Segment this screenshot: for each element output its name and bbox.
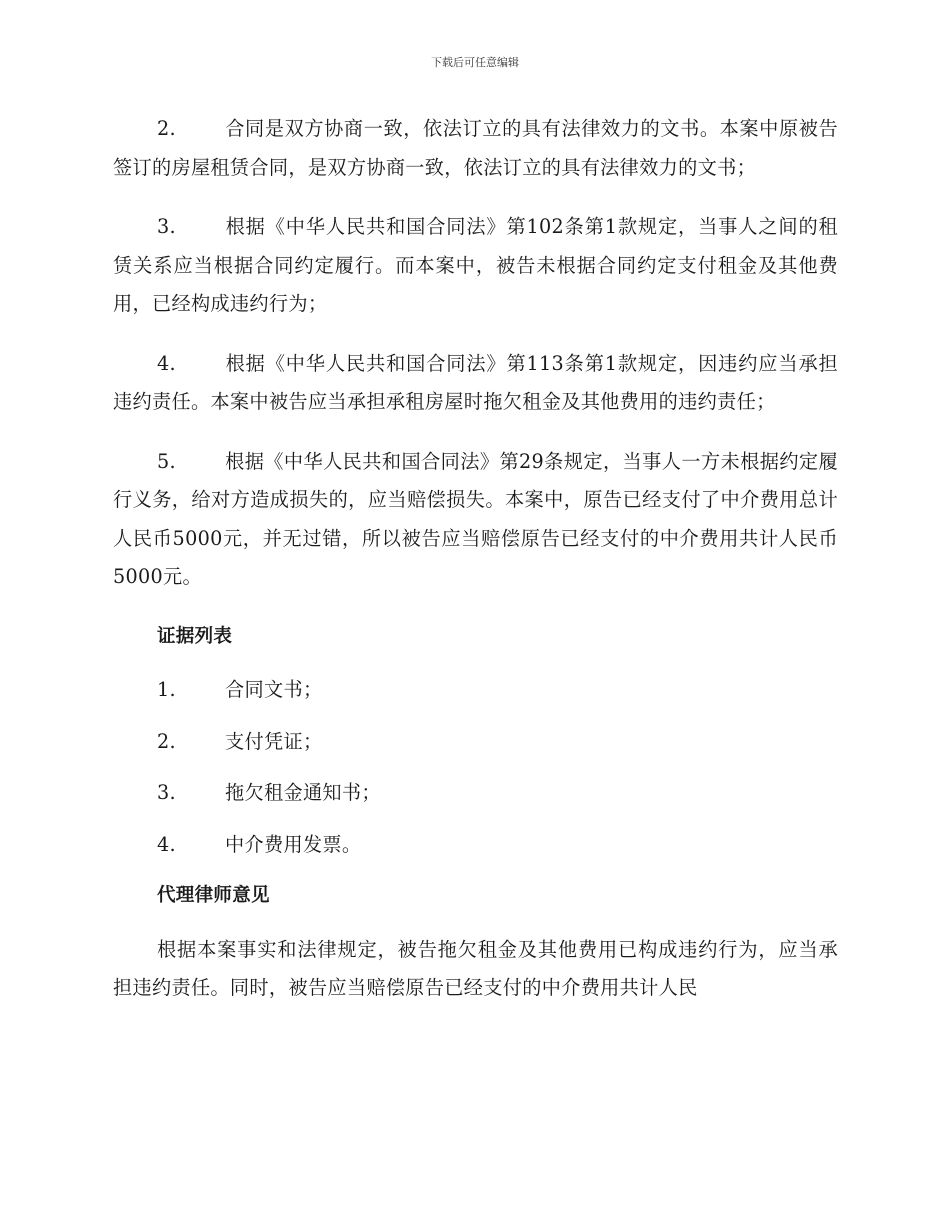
numbered-paragraph-3 xyxy=(113,208,838,324)
paragraph-number: 4. xyxy=(157,351,176,375)
list-text: 支付凭证； xyxy=(225,729,323,753)
list-number: 4. xyxy=(157,832,176,856)
page-header: 下载后可任意编辑 xyxy=(431,56,519,69)
list-number: 3. xyxy=(157,781,176,804)
paragraph-text: 根据《中华人民共和国合同法》第29条规定，当事人一方未根据约定履行义务，给对方造成损失的，应当赔偿损失。本案中，原告已经支付了中介费用总计人民币5000元，并无过错，所以被告应当赔偿原告已经支付的中介费用共计人民币5000元。 xyxy=(113,449,838,588)
opinion-paragraph: 根据本案事实和法律规定，被告拖欠租金及其他费用已构成违约行为，应当承担违约责任。同时，被告应当赔偿原告已经支付的中介费用共计人民 xyxy=(113,937,838,999)
list-text: 拖欠租金通知书； xyxy=(225,781,381,804)
evidence-item-2 xyxy=(113,723,838,762)
paragraph-number: 5. xyxy=(157,449,176,473)
paragraph-text: 根据《中华人民共和国合同法》第113条第1款规定，因违约应当承担违约责任。本案中被告应当承担承租房屋时拖欠租金及其他费用的违约责任； xyxy=(113,351,838,413)
list-text: 合同文书； xyxy=(225,678,323,701)
evidence-item-4 xyxy=(113,826,838,865)
list-number: 2. xyxy=(157,729,176,753)
numbered-paragraph-4 xyxy=(113,345,838,422)
opinion-heading: 代理律师意见 xyxy=(157,885,270,906)
list-number: 1. xyxy=(157,678,176,701)
numbered-paragraph-5 xyxy=(113,443,838,597)
paragraph-text: 合同是双方协商一致，依法订立的具有法律效力的文书。本案中原被告签订的房屋租赁合同，是双方协商一致，依法订立的具有法律效力的文书； xyxy=(113,117,838,179)
evidence-item-3 xyxy=(113,774,838,813)
paragraph-number: 3. xyxy=(157,215,176,238)
paragraph-number: 2. xyxy=(157,117,176,140)
paragraph-text: 根据《中华人民共和国合同法》第102条第1款规定，当事人之间的租赁关系应当根据合同约定履行。而本案中，被告未根据合同约定支付租金及其他费用，已经构成违约行为； xyxy=(113,215,838,315)
numbered-paragraph-2 xyxy=(113,110,838,187)
evidence-heading: 证据列表 xyxy=(157,625,233,647)
evidence-item-1 xyxy=(113,671,838,710)
list-text: 中介费用发票。 xyxy=(225,832,362,856)
document-body xyxy=(113,110,838,1029)
